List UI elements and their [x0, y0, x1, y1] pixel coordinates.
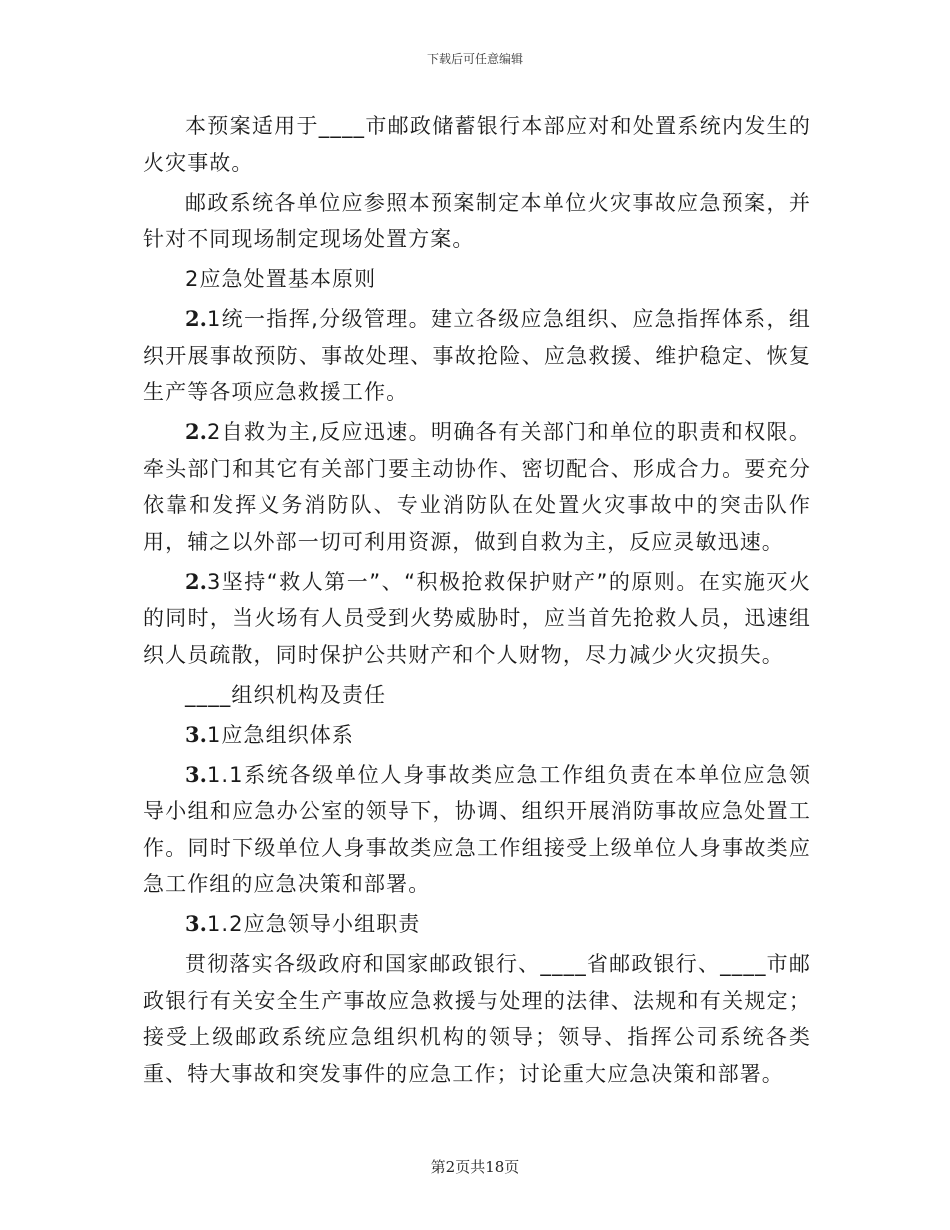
document-body — [143, 108, 811, 1096]
paragraph-leadership-duties — [143, 946, 811, 1092]
paragraph-scope — [143, 108, 811, 181]
paragraph-2-2 — [143, 414, 811, 560]
section-number: 3. — [185, 761, 207, 787]
paragraph-text: 2自救为主,反应迅速。明确各有关部门和单位的职责和权限。牵头部门和其它有关部门要主动协作、密切配合、形成合力。要充分依靠和发挥义务消防队、专业消防队在处置火灾事故中的突击队作用，辅之以外部一切可利用资源，做到自救为主，反应灵敏迅速。 — [143, 420, 811, 554]
paragraph-text: 3坚持“救人第一”、“积极抢救保护财产”的原则。在实施灭火的同时，当火场有人员受到火势威胁时，应当首先抢救人员，迅速组织人员疏散，同时保护公共财产和个人财物，尽力减少火灾损失。 — [143, 569, 811, 667]
section-number: 2. — [185, 419, 207, 444]
page-header: 下载后可任意编辑 — [426, 52, 523, 66]
paragraph-text: 1.1系统各级单位人身事故类应急工作组负责在本单位应急领导小组和应急办公室的领导下，协调、组织开展消防事故应急处置工作。同时下级单位人身事故类应急工作组接受上级单位人身事故类应急工作组的应急决策和部署。 — [143, 762, 811, 896]
heading-3-1-2 — [143, 906, 811, 943]
paragraph-text: 1统一指挥,分级管理。建立各级应急组织、应急指挥体系，组织开展事故预防、事故处理、事故抢险、应急救援、维护稳定、恢复生产等各项应急救援工作。 — [143, 307, 811, 404]
section-number: 2. — [185, 568, 207, 594]
paragraph-text: 邮政系统各单位应参照本预案制定本单位火灾事故应急预案，并针对不同现场制定现场处置方案。 — [143, 190, 811, 251]
paragraph-2-1 — [143, 301, 811, 411]
paragraph-text: ____组织机构及责任 — [185, 682, 387, 707]
paragraph-3-1-1 — [143, 757, 811, 903]
heading-3-1 — [143, 717, 811, 754]
paragraph-text: 贯彻落实各级政府和国家邮政银行、____省邮政银行、____市邮政银行有关安全生产事故应急救援与处理的法律、法规和有关规定；接受上级邮政系统应急组织机构的领导；领导、指挥公司系统各类重、特大事故和突发事件的应急工作；讨论重大应急决策和部署。 — [143, 952, 811, 1086]
section-number: 3. — [185, 721, 207, 747]
paragraph-units — [143, 185, 811, 258]
paragraph-text: 1应急组织体系 — [206, 722, 354, 747]
section-number: 3. — [185, 911, 207, 936]
paragraph-text: 本预案适用于____市邮政储蓄银行本部应对和处置系统内发生的火灾事故。 — [143, 114, 811, 175]
heading-organization — [143, 677, 811, 714]
paragraph-text: 2应急处置基本原则 — [185, 267, 377, 291]
heading-principles — [143, 261, 811, 298]
section-number: 2. — [185, 306, 207, 331]
paragraph-2-3 — [143, 564, 811, 674]
page-footer: 第2页共18页 — [430, 1158, 520, 1176]
paragraph-text: 1.2应急领导小组职责 — [206, 912, 421, 936]
